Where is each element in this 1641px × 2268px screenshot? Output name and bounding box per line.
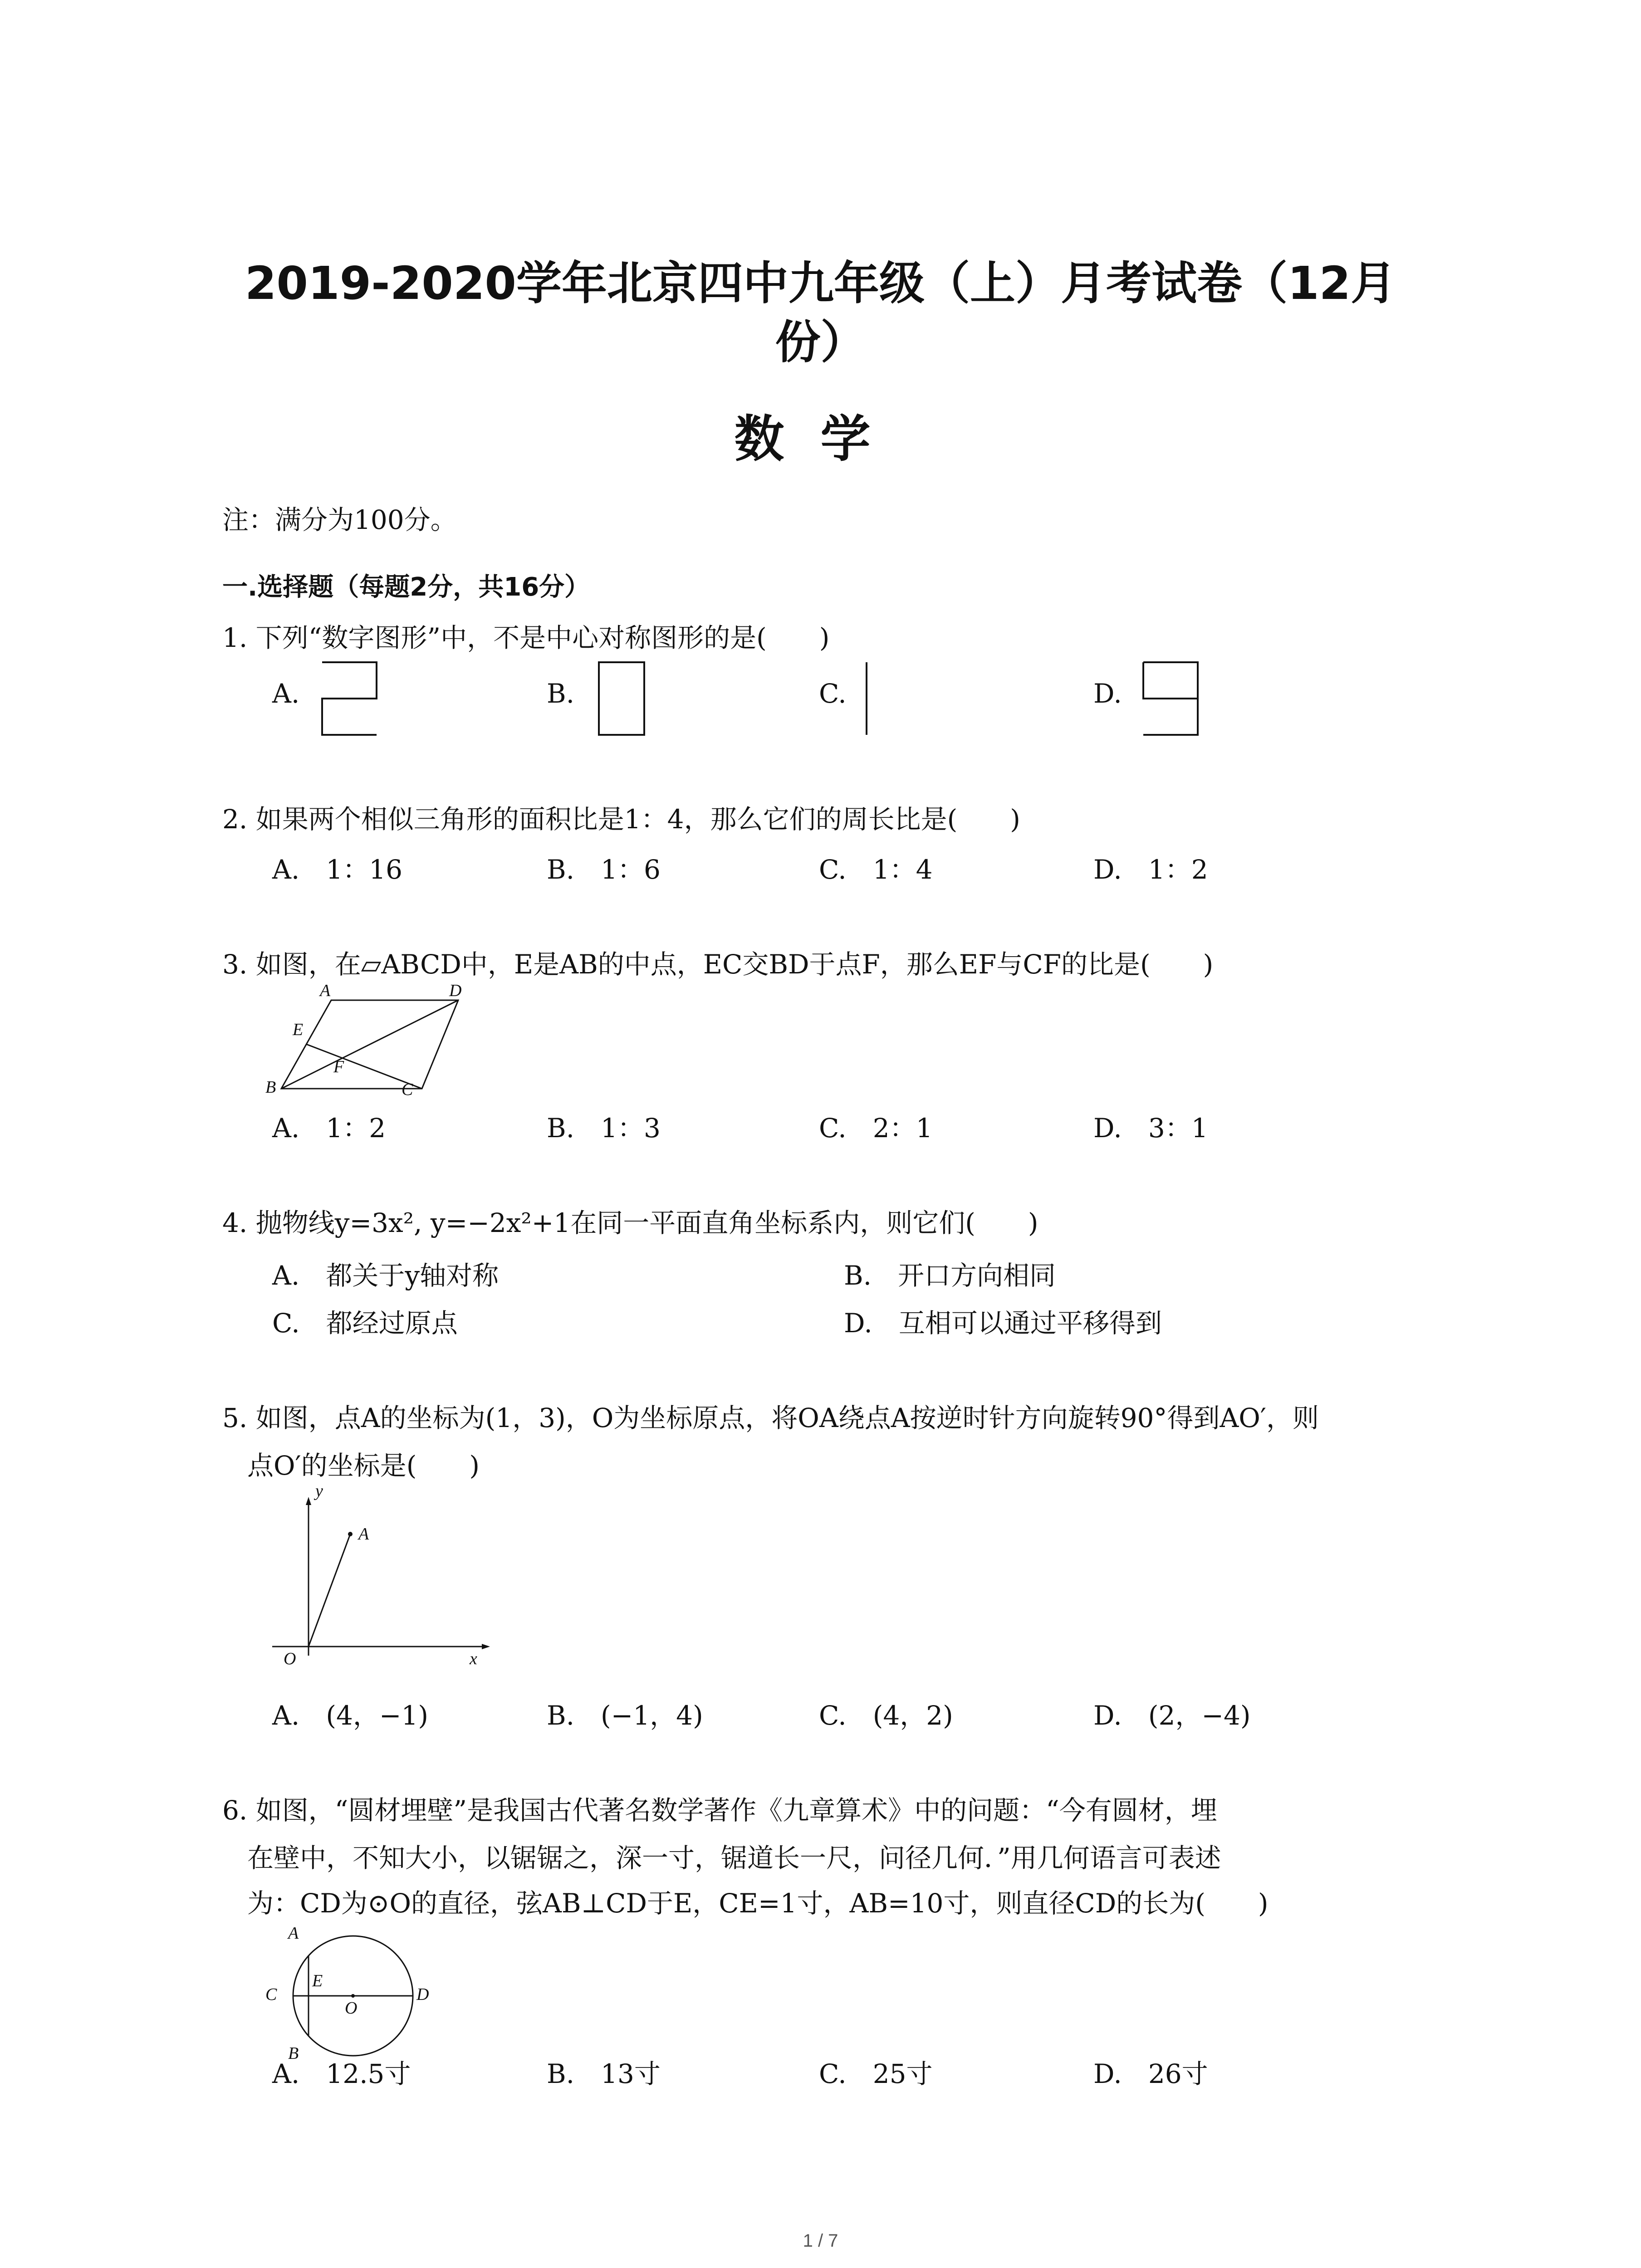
q3-option-c: C. 2：1: [819, 1113, 933, 1144]
question-5-stem-line2: 点O′的坐标是( ): [247, 1450, 480, 1481]
q6-label-b: B: [288, 2044, 299, 2063]
q2-option-a: A. 1：16: [272, 854, 403, 885]
q3-label-c: C: [402, 1080, 413, 1099]
q5-option-c: C. (4，2): [819, 1700, 953, 1731]
q5-label-a: A: [358, 1525, 369, 1544]
q6-option-a: A. 12.5寸: [272, 2058, 411, 2089]
q3-label-d: D: [449, 981, 462, 1000]
q5-label-y: y: [315, 1481, 323, 1501]
q3-label-b: B: [265, 1078, 276, 1097]
q1-option-a: A.: [272, 678, 300, 709]
q3-option-d: D. 3：1: [1093, 1113, 1208, 1144]
question-1-stem: 1. 下列“数字图形”中，不是中心对称图形的是( ): [222, 622, 830, 653]
q4-option-b: B. 开口方向相同: [844, 1260, 1056, 1291]
question-6-stem-line2: 在壁中，不知大小，以锯锯之，深一寸，锯道长一尺，问径几何．”用几何语言可表述: [247, 1843, 1221, 1873]
q1-option-c: C.: [819, 678, 847, 709]
page-title-line1: 2019-2020学年北京四中九年级（上）月考试卷（12月: [245, 257, 1396, 310]
subject-heading: 数学: [734, 410, 907, 468]
page-number: 1 / 7: [803, 2231, 838, 2251]
page-title-line2: 份）: [775, 316, 866, 369]
q1-figure-c: [862, 658, 871, 739]
q3-label-f: F: [333, 1057, 344, 1076]
q6-option-c: C. 25寸: [819, 2058, 933, 2089]
q3-label-e: E: [293, 1020, 304, 1039]
q5-option-a: A. (4，−1): [272, 1700, 428, 1731]
question-4-stem: 4. 抛物线y=3x², y=−2x²+1在同一平面直角坐标系内，则它们( ): [222, 1207, 1038, 1238]
q6-label-a: A: [288, 1924, 299, 1943]
question-2-stem: 2. 如果两个相似三角形的面积比是1：4，那么它们的周长比是( ): [222, 804, 1020, 835]
q1-option-d: D.: [1093, 678, 1122, 709]
q2-option-d: D. 1：2: [1093, 854, 1208, 885]
q2-option-c: C. 1：4: [819, 854, 933, 885]
q3-option-b: B. 1：3: [547, 1113, 661, 1144]
q5-coordinate-figure: [263, 1492, 499, 1674]
q5-label-o: O: [284, 1649, 296, 1668]
q4-option-c: C. 都经过原点: [272, 1308, 458, 1339]
q3-parallelogram-figure: [263, 980, 508, 1102]
q4-option-a: A. 都关于y轴对称: [272, 1260, 499, 1291]
q5-label-x: x: [470, 1649, 477, 1668]
q1-figure-d: [1139, 658, 1202, 739]
q3-label-a: A: [320, 981, 331, 1000]
q1-figure-b: [594, 658, 649, 739]
q4-option-d: D. 互相可以通过平移得到: [844, 1308, 1162, 1339]
section-heading: 一.选择题（每题2分，共16分）: [222, 572, 590, 602]
q1-option-b: B.: [547, 678, 575, 709]
q3-option-a: A. 1：2: [272, 1113, 386, 1144]
q6-label-o: O: [345, 1999, 358, 2018]
question-6-stem-line1: 6. 如图，“圆材埋壁”是我国古代著名数学著作《九章算术》中的问题：“今有圆材，埋: [222, 1795, 1217, 1826]
q6-label-c: C: [265, 1985, 277, 2004]
note-text: 注：满分为100分。: [222, 504, 457, 535]
q6-option-b: B. 13寸: [547, 2058, 661, 2089]
question-3-stem: 3. 如图，在▱ABCD中，E是AB的中点，EC交BD于点F，那么EF与CF的比是( ): [222, 949, 1214, 980]
q5-option-d: D. (2，−4): [1093, 1700, 1251, 1731]
q6-label-d: D: [416, 1985, 429, 2004]
q6-option-d: D. 26寸: [1093, 2058, 1208, 2089]
question-5-stem-line1: 5. 如图，点A的坐标为(1，3)，O为坐标原点，将OA绕点A按逆时针方向旋转90°得到AO′，则: [222, 1403, 1319, 1433]
q2-option-b: B. 1：6: [547, 854, 661, 885]
question-6-stem-line3: 为：CD为⊙O的直径，弦AB⊥CD于E，CE=1寸，AB=10寸，则直径CD的长为( ): [247, 1888, 1269, 1919]
q1-figure-a: [318, 658, 381, 739]
q6-label-e: E: [312, 1971, 323, 1990]
q6-circle-figure: [272, 1923, 463, 2068]
q5-option-b: B. (−1，4): [547, 1700, 703, 1731]
